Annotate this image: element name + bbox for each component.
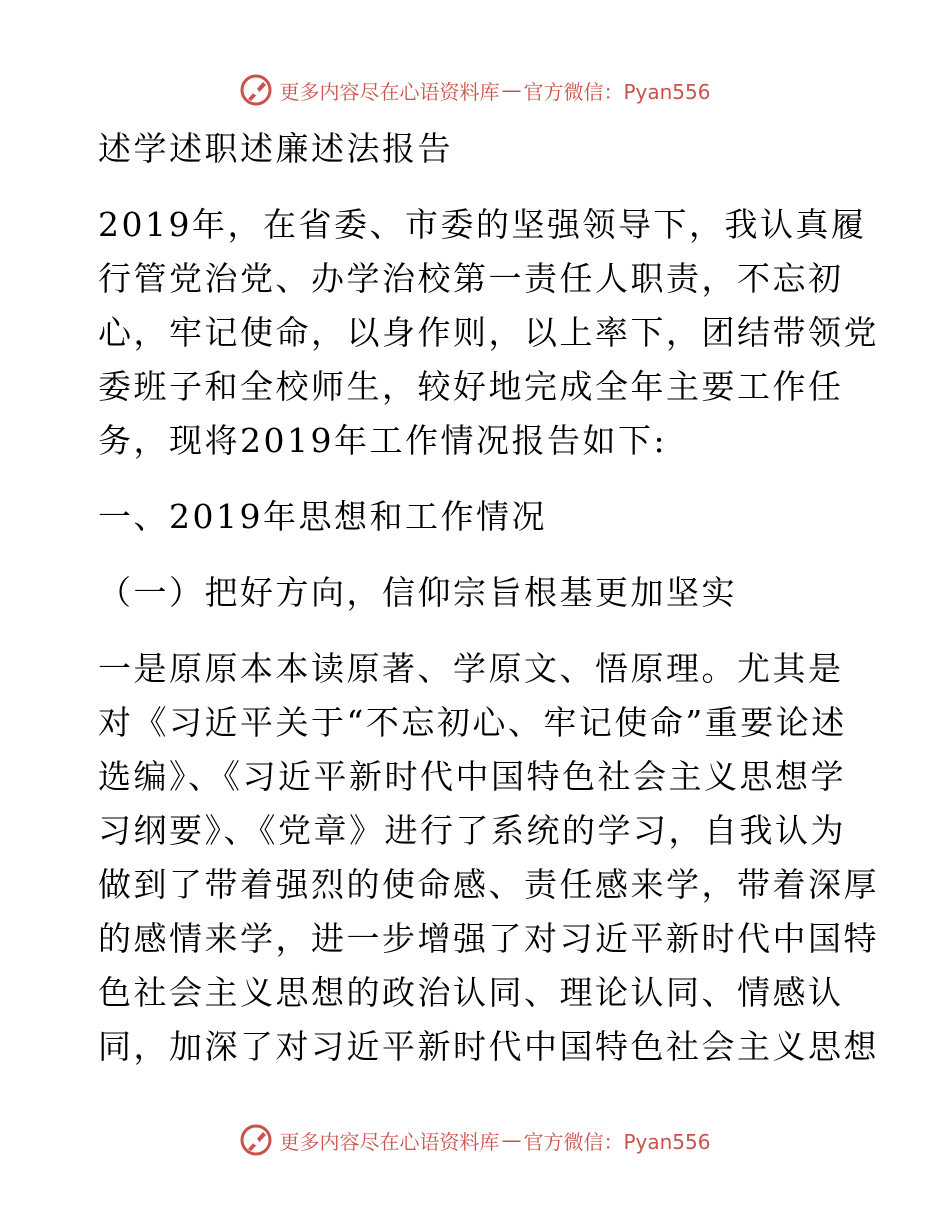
text-line: 务，现将2019年工作情况报告如下: (98, 421, 668, 460)
subsection-heading: （一）把好方向，信仰宗旨根基更加坚实 (98, 573, 737, 612)
document-body (98, 122, 879, 1074)
text-line: 习纲要》、《党章》进行了系统的学习，自我认为 (98, 811, 846, 850)
banner-text: 更多内容尽在心语资料库 (279, 79, 500, 104)
text-line: 选编》、《习近平新时代中国特色社会主义思想学 (98, 757, 846, 796)
paragraph-intro (98, 198, 879, 468)
text-line: 对《习近平关于“不忘初心、牢记使命”重要论述 (98, 703, 847, 742)
text-line: 做到了带着强烈的使命感、责任感来学，带着深厚 (98, 865, 879, 904)
header-watermark-banner (0, 70, 950, 110)
document-title: 述学述职述廉述法报告 (98, 129, 453, 168)
quill-logo-icon (239, 1123, 273, 1157)
text-line: 同，加深了对习近平新时代中国特色社会主义思想 (98, 1027, 879, 1066)
banner-wechat: 官方微信：Pyan556 (523, 79, 711, 104)
text-line: 委班子和全校师生，较好地完成全年主要工作任 (98, 367, 844, 406)
quill-logo-icon (239, 73, 273, 107)
banner-wechat: 官方微信：Pyan556 (523, 1129, 711, 1154)
text-line: 行管党治党、办学治校第一责任人职责，不忘初 (98, 259, 844, 298)
text-line: 色社会主义思想的政治认同、理论认同、情感认 (98, 973, 844, 1012)
text-line: 心，牢记使命，以身作则，以上率下，团结带领党 (98, 313, 879, 352)
text-line: 一是原原本本读原著、学原文、悟原理。尤其是 (98, 649, 844, 688)
banner-separator: — (501, 1128, 522, 1152)
footer-watermark-banner (0, 1120, 950, 1160)
text-line: 的感情来学，进一步增强了对习近平新时代中国特 (98, 919, 879, 958)
banner-separator: — (501, 78, 522, 102)
text-line: 2019年，在省委、市委的坚强领导下，我认真履 (98, 205, 867, 244)
paragraph-study (98, 642, 879, 1074)
section-heading: 一、2019年思想和工作情况 (98, 497, 547, 536)
banner-text: 更多内容尽在心语资料库 (279, 1129, 500, 1154)
